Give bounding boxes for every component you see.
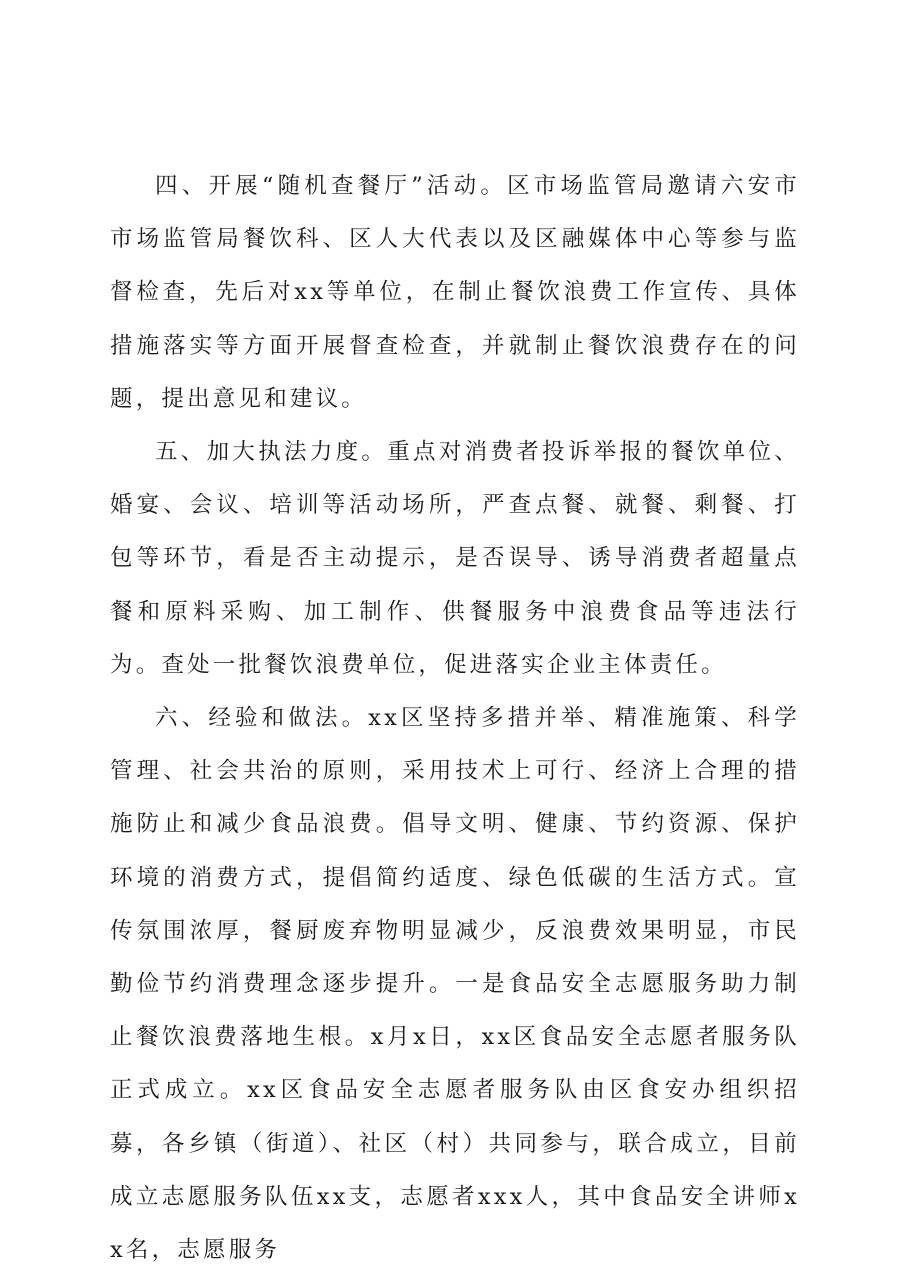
paragraph-section-6: 六、经验和做法。xx区坚持多措并举、精准施策、科学管理、社会共治的原则，采用技术上可行、经济上合理的措施防止和减少食品浪费。倡导文明、健康、节约资源、保护环境的消费方式，提倡简约适度、绿色低碳的生活方式。宣传氛围浓厚，餐厨废弃物明显减少，反浪费效果明显，市民勤俭节约消费理念逐步提升。一是食品安全志愿服务助力制止餐饮浪费落地生根。x月x日，xx区食品安全志愿者服务队正式成立。xx区食品安全志愿者服务队由区食安办组织招募，各乡镇（街道）、社区（村）共同参与，联合成立，目前成立志愿服务队伍xx支，志愿者xxx人，其中食品安全讲师xx名，志愿服务 [110, 705, 800, 1264]
paragraph-section-5: 五、加大执法力度。重点对消费者投诉举报的餐饮单位、婚宴、会议、培训等活动场所，严查点餐、就餐、剩餐、打包等环节，看是否主动提示，是否误导、诱导消费者超量点餐和原料采购、加工制作、供餐服务中浪费食品等违法行为。查处一批餐饮浪费单位，促进落实企业主体责任。 [110, 439, 800, 678]
paragraph-section-4: 四、开展“随机查餐厅”活动。区市场监管局邀请六安市市场监管局餐饮科、区人大代表以及区融媒体中心等参与监督检查，先后对xx等单位，在制止餐饮浪费工作宣传、具体措施落实等方面开展督查检查，并就制止餐饮浪费存在的问题，提出意见和建议。 [110, 173, 800, 412]
document-body [110, 160, 800, 1277]
